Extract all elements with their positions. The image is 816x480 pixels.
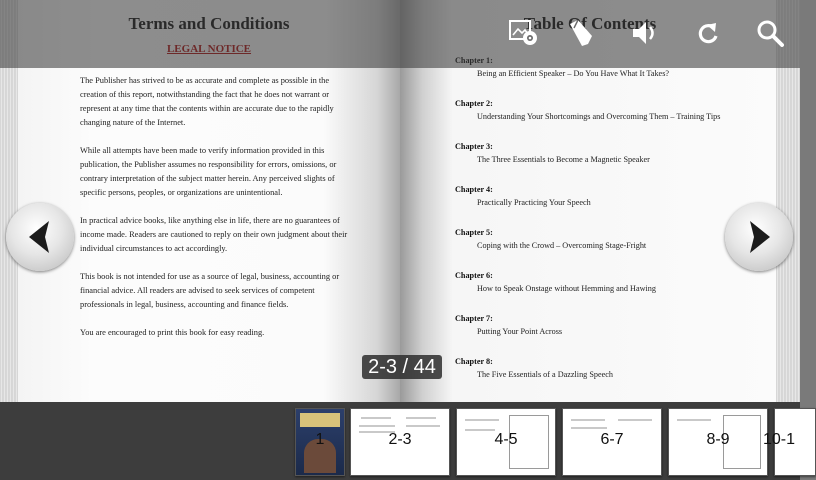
legal-text (80, 74, 348, 354)
toc-entry[interactable] (455, 357, 755, 400)
thumbnail[interactable] (456, 408, 556, 476)
chapter-label: Chapter 5: (455, 228, 493, 237)
settings-icon (508, 18, 540, 48)
bookmark-icon (566, 18, 596, 48)
rotate-button[interactable] (691, 16, 725, 50)
paragraph: In practical advice books, like anything else in life, there are no guarantees of income made. Readers are cautioned to reply on their own judgment about their individual circumstances to act accordingly. (80, 216, 348, 253)
bookmark-button[interactable] (564, 16, 598, 50)
sound-button[interactable] (628, 16, 662, 50)
toc-entry[interactable] (455, 99, 755, 142)
thumbnail-label: 2-3 (388, 431, 412, 448)
thumbnail-strip (0, 402, 800, 480)
arrow-right-icon (742, 219, 776, 255)
chapter-label: Chapter 7: (455, 314, 493, 323)
thumbnail[interactable] (763, 408, 816, 476)
table-of-contents (455, 56, 755, 400)
paragraph: The Publisher has strived to be as accurate and complete as possible in the creation of this report, notwithstanding the fact that he does not warrant or represent at any time that the contents within are accurate due to the rapidly changing nature of the Internet. (80, 76, 334, 127)
thumbnail-label: 1 (315, 431, 325, 448)
search-button[interactable] (753, 16, 787, 50)
toc-entry[interactable] (455, 314, 755, 357)
chapter-label: Chapter 8: (455, 357, 493, 366)
chapter-label: Chapter 3: (455, 142, 493, 151)
next-page-button[interactable] (725, 203, 793, 271)
chapter-title: Being an Efficient Speaker – Do You Have What It Takes? (477, 69, 670, 78)
thumbnail-label: 10-1 (763, 431, 796, 448)
paragraph: You are encouraged to print this book for easy reading. (80, 328, 265, 337)
toc-entry[interactable] (455, 271, 755, 314)
settings-button[interactable] (507, 16, 541, 50)
chapter-title: How to Speak Onstage without Hemming and Hawing (477, 284, 656, 293)
thumbnail-label: 4-5 (494, 431, 518, 448)
thumbnail-label: 6-7 (600, 431, 624, 448)
top-toolbar (0, 0, 800, 68)
chapter-label: Chapter 6: (455, 271, 493, 280)
toc-entry[interactable] (455, 185, 755, 228)
paragraph: While all attempts have been made to verify information provided in this publication, the Publisher assumes no responsibility for errors, omissions, or contrary interpretation of the subject matter herein. Any perceived slights of specific persons, peoples, or organizations are unintentional. (80, 146, 337, 197)
thumbnail[interactable] (350, 408, 450, 476)
chapter-label: Chapter 2: (455, 99, 493, 108)
chapter-label: Chapter 4: (455, 185, 493, 194)
thumbnail[interactable] (295, 408, 345, 476)
paragraph: This book is not intended for use as a source of legal, business, accounting or financial advice. All readers are advised to seek services of competent professionals in legal, business, accounting and finance fields. (80, 272, 340, 309)
rotate-icon (694, 19, 722, 47)
search-icon (755, 18, 785, 48)
arrow-left-icon (23, 219, 57, 255)
toc-entry[interactable] (455, 228, 755, 271)
thumbnail-label: 8-9 (706, 431, 730, 448)
chapter-title: Coping with the Crowd – Overcoming Stage-Fright (477, 241, 647, 250)
chapter-title: The Five Essentials of a Dazzling Speech (477, 370, 613, 379)
thumbnail[interactable] (562, 408, 662, 476)
chapter-title: Putting Your Point Across (477, 327, 563, 336)
thumbnail[interactable] (668, 408, 768, 476)
chapter-title: The Three Essentials to Become a Magnetic Speaker (477, 155, 650, 164)
page-indicator: 2-3 / 44 (362, 355, 442, 379)
sound-icon (630, 19, 660, 47)
cover-title-art (300, 413, 340, 427)
chapter-title: Understanding Your Shortcomings and Overcoming Them – Training Tips (477, 112, 721, 121)
previous-page-button[interactable] (6, 203, 74, 271)
toc-entry[interactable] (455, 142, 755, 185)
chapter-title: Practically Practicing Your Speech (477, 198, 591, 207)
